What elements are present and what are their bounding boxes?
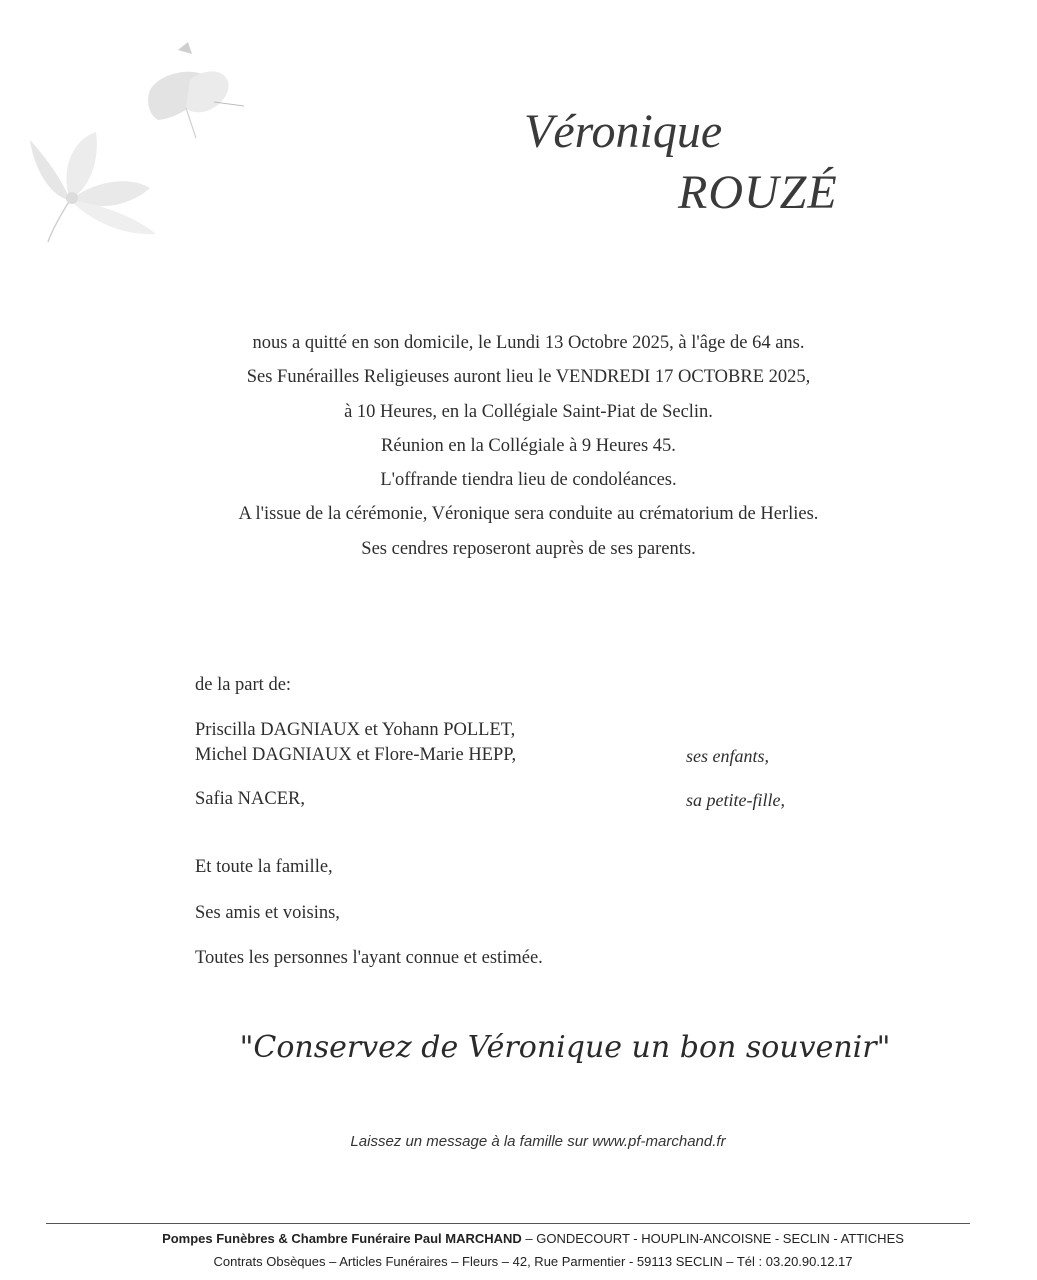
footer-company-name: Pompes Funèbres & Chambre Funéraire Paul MARCHAND (162, 1231, 522, 1246)
footer-company-line (0, 1231, 1037, 1246)
children-line-1: Priscilla DAGNIAUX et Yohann POLLET, (195, 720, 516, 740)
children-line-2: Michel DAGNIAUX et Flore-Marie HEPP, (195, 745, 517, 765)
footer-locations: – GONDECOURT - HOUPLIN-ANCOISNE - SECLIN - ATTICHES (521, 1231, 904, 1246)
condolence-message-link: Laissez un message à la famille sur www.pf-marchand.fr (350, 1133, 726, 1150)
granddaughter-relation: sa petite-fille, (686, 790, 785, 810)
closing-line-1: Et toute la famille, (195, 857, 333, 877)
deceased-last-name: ROUZÉ (678, 166, 838, 219)
closing-line-3: Toutes les personnes l'ayant connue et estimée. (195, 948, 543, 968)
announcement-line: nous a quitté en son domicile, le Lundi 13 Octobre 2025, à l'âge de 64 ans. (252, 333, 805, 353)
memorial-quote: "Conservez de Véronique un bon souvenir" (239, 1030, 891, 1065)
footer-divider (46, 1223, 970, 1224)
announcement-text (0, 326, 1037, 566)
footer-services-line: Contrats Obsèques – Articles Funéraires – Fleurs – 42, Rue Parmentier - 59113 SECLIN – Tél : 03.20.90.12.17 (213, 1254, 853, 1269)
butterfly-icon (148, 42, 244, 138)
announcement-line: Réunion en la Collégiale à 9 Heures 45. (381, 435, 676, 456)
deceased-first-name: Véronique (524, 105, 723, 158)
flower-icon (30, 132, 156, 242)
floral-decoration (0, 20, 260, 250)
announcement-line: à 10 Heures, en la Collégiale Saint-Piat de Seclin. (344, 401, 713, 422)
granddaughter-name: Safia NACER, (195, 789, 305, 809)
announcement-line: Ses cendres reposeront auprès de ses parents. (361, 538, 696, 559)
children-relation: ses enfants, (686, 746, 769, 766)
closing-line-2: Ses amis et voisins, (195, 903, 340, 923)
announcement-line: L'offrande tiendra lieu de condoléances. (380, 470, 677, 491)
family-intro: de la part de: (195, 675, 292, 695)
announcement-line: A l'issue de la cérémonie, Véronique sera conduite au crématorium de Herlies. (238, 504, 819, 525)
announcement-line: Ses Funérailles Religieuses auront lieu le VENDREDI 17 OCTOBRE 2025, (246, 367, 811, 388)
